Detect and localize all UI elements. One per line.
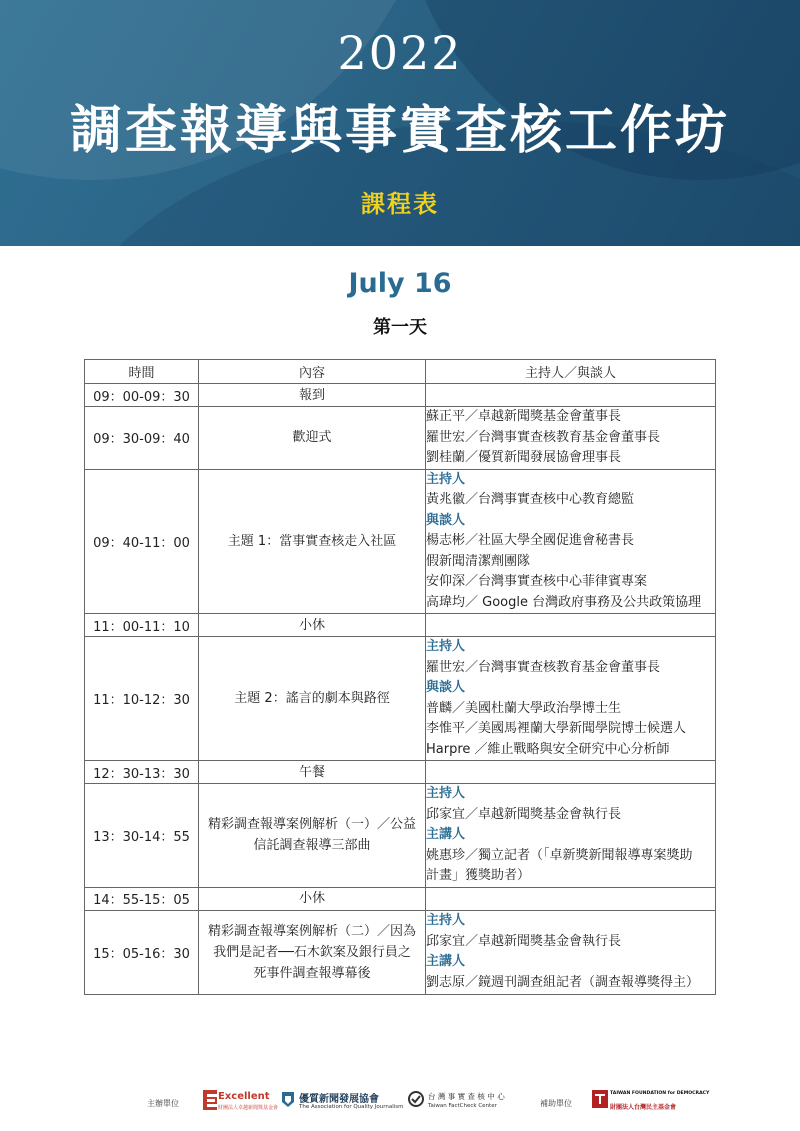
row-time: 09：40-11：00: [85, 469, 199, 614]
tfc-logo-icon: [407, 1090, 425, 1108]
column-header-time: 時間: [85, 360, 199, 384]
row-time: 14：55-15：05: [85, 887, 199, 910]
aqj-logo-name: 優質新聞發展協會: [299, 1094, 379, 1105]
tfc-logo: [407, 1090, 507, 1114]
row-people: [426, 761, 716, 784]
column-header-people: 主持人／與談人: [426, 360, 716, 384]
row-time: 09：30-09：40: [85, 407, 199, 470]
content-line: 小休: [298, 891, 325, 906]
people-entry: 羅世宏／台灣事實查核教育基金會董事長: [426, 659, 661, 675]
people-role-label: 主持人: [426, 471, 466, 487]
header-banner: [0, 0, 800, 246]
people-entry: 劉桂蘭／優質新聞發展協會理事長: [426, 450, 622, 465]
content-line: 主題 2：謠言的劇本與路徑: [234, 691, 390, 706]
row-time: 11：10-12：30: [85, 637, 199, 761]
row-content: [199, 614, 426, 637]
table-row: [85, 384, 716, 407]
row-content: [199, 407, 426, 470]
people-role-label: 主持人: [426, 913, 466, 928]
excellent-logo-sub: 財團法人卓越新聞獎基金會: [218, 1105, 279, 1111]
tfd-logo-icon: [592, 1090, 608, 1108]
event-subtitle: 課程表: [361, 190, 439, 218]
table-row: [85, 469, 716, 614]
people-entry: 普麟／美國杜蘭大學政治學博士生: [426, 700, 622, 716]
people-entry: 邱家宜／卓越新聞獎基金會執行長: [426, 806, 622, 822]
table-row: [85, 407, 716, 470]
row-people: [426, 910, 716, 994]
row-people: [426, 887, 716, 910]
row-content: [199, 469, 426, 614]
people-role-label: 與談人: [426, 512, 466, 528]
people-entry: 假新聞清潔劑團隊: [426, 553, 531, 569]
table-row: [85, 887, 716, 910]
people-entry: 計畫」獲獎助者）: [426, 868, 531, 883]
event-title: 調查報導與事實查核工作坊: [69, 101, 730, 161]
row-content: [199, 384, 426, 407]
people-role-label: 主講人: [426, 827, 466, 842]
people-entry: 劉志原／鏡週刊調查組記者（調查報導獎得主）: [426, 974, 700, 990]
row-people: [426, 407, 716, 470]
row-time: 13：30-14：55: [85, 784, 199, 888]
row-time: 12：30-13：30: [85, 761, 199, 784]
row-time: 11：00-11：10: [85, 614, 199, 637]
content-line: 歡迎式: [292, 430, 332, 446]
aqj-logo: [280, 1090, 404, 1114]
row-content: [199, 784, 426, 888]
people-entry: 李惟平／美國馬裡蘭大學新聞學院博士候選人: [426, 721, 687, 736]
sponsor-label: 補助單位: [540, 1099, 572, 1108]
schedule-day: 第一天: [373, 317, 427, 338]
people-entry: 羅世宏／台灣事實查核教育基金會董事長: [426, 429, 661, 445]
content-line: 午餐: [298, 764, 325, 780]
tfd-logo-sub: 財團法人台灣民主基金會: [610, 1104, 677, 1111]
people-role-label: 主持人: [426, 786, 466, 801]
tfc-logo-sub: Taiwan FactCheck Center: [428, 1103, 497, 1109]
content-line: 主題 1：當事實查核走入社區: [227, 533, 397, 549]
table-row: [85, 761, 716, 784]
row-content: [199, 637, 426, 761]
row-people: [426, 637, 716, 761]
tfd-logo-name: TAIWAN FOUNDATION for DEMOCRACY: [610, 1091, 710, 1096]
table-row: [85, 637, 716, 761]
people-entry: 蘇正平／卓越新聞獎基金會董事長: [426, 409, 622, 424]
row-time: 15：05-16：30: [85, 910, 199, 994]
schedule-table: [84, 359, 716, 995]
people-role-label: 主講人: [426, 954, 466, 969]
content-line: 我們是記者──石木欽案及銀行員之: [213, 944, 411, 960]
row-people: [426, 469, 716, 614]
row-time: 09：00-09：30: [85, 384, 199, 407]
row-people: [426, 384, 716, 407]
event-year: 2022: [337, 26, 463, 80]
aqj-logo-icon: [280, 1090, 296, 1108]
tfc-logo-name: 台 灣 事 實 查 核 中 心: [428, 1092, 505, 1101]
aqj-logo-sub: The Association for Quality Journalism: [299, 1104, 404, 1110]
schedule-body: [85, 384, 716, 995]
footer: [0, 1086, 800, 1118]
column-header-content: 內容: [199, 360, 426, 384]
content-line: 精彩調查報導案例解析（二）／因為: [207, 923, 416, 939]
row-content: [199, 910, 426, 994]
schedule-date: July 16: [348, 268, 452, 299]
people-entry: 安仰深／台灣事實查核中心菲律賓專案: [426, 574, 648, 589]
organizer-label: 主辦單位: [147, 1099, 179, 1108]
people-entry: Harpre ／維止戰略與安全研究中心分析師: [426, 741, 670, 757]
people-entry: 黃兆徽／台灣事實查核中心教育總監: [426, 492, 635, 507]
row-content: [199, 887, 426, 910]
excellent-logo: [203, 1090, 279, 1114]
people-role-label: 與談人: [426, 680, 466, 695]
content-line: 報到: [298, 387, 325, 403]
content-line: 小休: [298, 617, 325, 633]
row-content: [199, 761, 426, 784]
row-people: [426, 784, 716, 888]
people-entry: 高瑋均／ Google 台灣政府事務及公共政策協理: [426, 594, 702, 610]
content-line: 信託調查報導三部曲: [253, 838, 371, 854]
excellent-e-logo-icon: [203, 1090, 217, 1110]
people-entry: 楊志彬／社區大學全國促進會秘書長: [426, 533, 635, 548]
people-role-label: 主持人: [426, 639, 466, 654]
table-row: [85, 910, 716, 994]
content-line: 死事件調查報導幕後: [253, 965, 371, 981]
row-people: [426, 614, 716, 637]
excellent-logo-name: Excellent: [218, 1091, 270, 1102]
content-line: 精彩調查報導案例解析（一）／公益: [207, 817, 416, 833]
table-row: [85, 614, 716, 637]
table-header-row: [85, 360, 716, 384]
tfd-logo: [592, 1090, 710, 1114]
people-entry: 姚惠珍／獨立記者（「卓新獎新聞報導專案獎助: [426, 847, 693, 863]
table-row: [85, 784, 716, 888]
people-entry: 邱家宜／卓越新聞獎基金會執行長: [426, 933, 622, 949]
